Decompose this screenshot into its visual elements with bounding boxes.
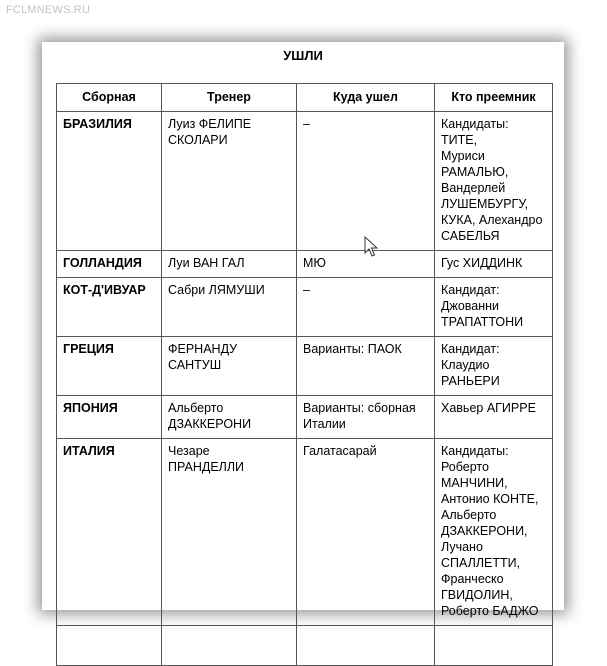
table-row: [57, 396, 553, 439]
cell-destination: Варианты: сборная Италии: [297, 396, 435, 439]
table-row-partial: [57, 626, 553, 666]
cell-empty: [57, 626, 162, 666]
cell-team: КОТ-Д'ИВУАР: [57, 278, 162, 337]
header-coach: Тренер: [162, 84, 297, 112]
cell-successor: Кандидат: Джованни ТРАПАТТОНИ: [435, 278, 553, 337]
header-destination: Куда ушел: [297, 84, 435, 112]
cell-successor: Кандидаты: Роберто МАНЧИНИ, Антонио КОНТЕ, Альберто ДЗАККЕРОНИ, Лучано СПАЛЛЕТТИ, Франческо ГВИДОЛИН, Роберто БАДЖО: [435, 439, 553, 626]
table-title: УШЛИ: [283, 48, 323, 63]
cell-team: ГРЕЦИЯ: [57, 337, 162, 396]
table-row: [57, 278, 553, 337]
cell-successor: Хавьер АГИРРЕ: [435, 396, 553, 439]
cell-destination: –: [297, 278, 435, 337]
cell-team: ЯПОНИЯ: [57, 396, 162, 439]
document-sheet: [42, 42, 564, 618]
mouse-cursor-icon: [364, 236, 378, 258]
cell-empty: [297, 626, 435, 666]
cell-destination: Галатасарай: [297, 439, 435, 626]
cell-successor: Кандидат: Клаудио РАНЬЕРИ: [435, 337, 553, 396]
table-row: [57, 251, 553, 278]
cell-destination: –: [297, 112, 435, 251]
cell-team: БРАЗИЛИЯ: [57, 112, 162, 251]
cell-coach: ФЕРНАНДУ САНТУШ: [162, 337, 297, 396]
cell-coach: Сабри ЛЯМУШИ: [162, 278, 297, 337]
header-successor: Кто преемник: [435, 84, 553, 112]
cell-team: ГОЛЛАНДИЯ: [57, 251, 162, 278]
cell-successor: Кандидаты: ТИТЕ, Муриси РАМАЛЬЮ, Вандерлей ЛУШЕМБУРГУ, КУКА, Алехандро САБЕЛЬЯ: [435, 112, 553, 251]
coaches-table: [56, 83, 553, 666]
cell-destination: МЮ: [297, 251, 435, 278]
cell-empty: [435, 626, 553, 666]
header-team: Сборная: [57, 84, 162, 112]
table-header-row: [57, 84, 553, 112]
cell-coach: Луи ВАН ГАЛ: [162, 251, 297, 278]
cell-team: ИТАЛИЯ: [57, 439, 162, 626]
cell-coach: Луиз ФЕЛИПЕ СКОЛАРИ: [162, 112, 297, 251]
cell-coach: Альберто ДЗАККЕРОНИ: [162, 396, 297, 439]
cell-successor: Гус ХИДДИНК: [435, 251, 553, 278]
table-row: [57, 337, 553, 396]
cell-coach: Чезаре ПРАНДЕЛЛИ: [162, 439, 297, 626]
watermark-text: FCLMNEWS.RU: [6, 4, 91, 16]
table-row: [57, 112, 553, 251]
table-row: [57, 439, 553, 626]
cell-empty: [162, 626, 297, 666]
cell-destination: Варианты: ПАОК: [297, 337, 435, 396]
